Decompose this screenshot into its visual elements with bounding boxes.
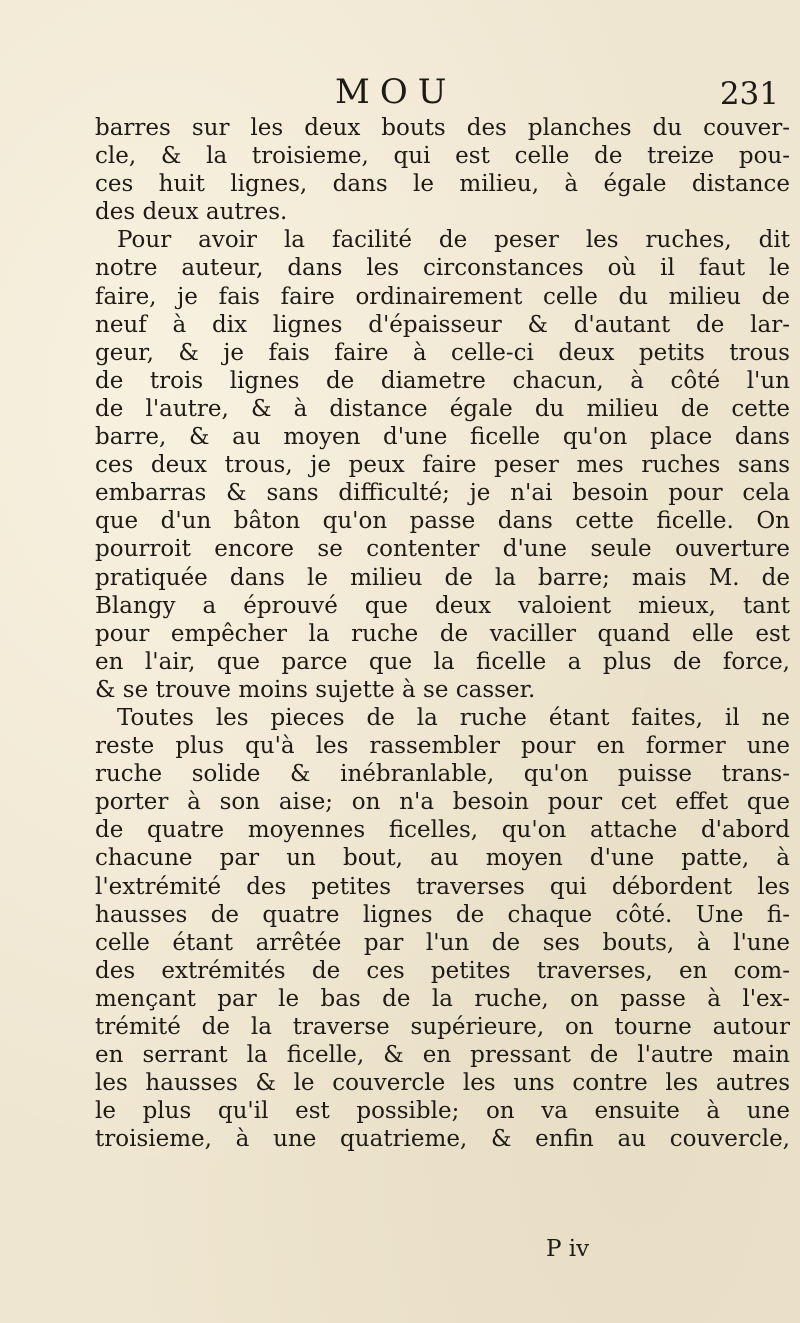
text-line: neuf à dix lignes d'épaisseur & d'autant de lar- [95, 311, 790, 338]
text-line: de trois lignes de diametre chacun, à côté l'un [95, 367, 790, 394]
text-line: ruche solide & inébranlable, qu'on puisse trans- [95, 761, 790, 788]
text-line: en l'air, que parce que la ficelle a plus de force, [95, 648, 790, 675]
text-line: mençant par le bas de la ruche, on passe à l'ex- [95, 985, 790, 1012]
text-line: de quatre moyennes ficelles, qu'on attache d'abord [95, 817, 790, 844]
text-line: geur, & je fais faire à celle-ci deux petits trous [95, 339, 790, 366]
text-line: troisieme, à une quatrieme, & enfin au couvercle, [95, 1126, 790, 1153]
text-line: ces huit lignes, dans le milieu, à égale distance [95, 171, 790, 198]
running-head: MOU [335, 72, 457, 112]
page-number: 231 [719, 76, 779, 112]
text-line: Blangy a éprouvé que deux valoient mieux, tant [95, 592, 790, 619]
text-line: l'extrémité des petites traverses qui débordent les [95, 873, 790, 900]
text-line: que d'un bâton qu'on passe dans cette ficelle. On [95, 508, 790, 535]
text-line: faire, je fais faire ordinairement celle du milieu de [95, 283, 790, 310]
body-text [95, 114, 790, 1153]
page-header [95, 70, 785, 114]
text-line: celle étant arrêtée par l'un de ses bouts, à l'une [95, 929, 790, 956]
text-line: les hausses & le couvercle les uns contre les autres [95, 1070, 790, 1097]
text-line: Toutes les pieces de la ruche étant faites, il ne [117, 704, 790, 731]
text-line: chacune par un bout, au moyen d'une patte, à [95, 845, 790, 872]
text-line: barre, & au moyen d'une ficelle qu'on place dans [95, 424, 790, 451]
text-line: porter à son aise; on n'a besoin pour cet effet que [95, 789, 790, 816]
text-line: cle, & la troisieme, qui est celle de treize pou- [95, 143, 790, 170]
text-line: de l'autre, & à distance égale du milieu de cette [95, 395, 790, 422]
signature-mark: P iv [546, 1236, 590, 1262]
text-line: notre auteur, dans les circonstances où il faut le [95, 255, 790, 282]
text-line: le plus qu'il est possible; on va ensuite à une [95, 1098, 790, 1125]
text-line: en serrant la ficelle, & en pressant de l'autre main [95, 1042, 790, 1069]
text-line: trémité de la traverse supérieure, on tourne autour [95, 1014, 790, 1040]
text-line: & se trouve moins sujette à se casser. [95, 676, 536, 703]
text-line: pour empêcher la ruche de vaciller quand elle est [95, 620, 790, 647]
text-line: pourroit encore se contenter d'une seule ouverture [95, 536, 790, 563]
text-line: ces deux trous, je peux faire peser mes ruches sans [95, 452, 790, 479]
text-line: reste plus qu'à les rassembler pour en former une [95, 733, 790, 760]
text-line: barres sur les deux bouts des planches du couver- [95, 115, 790, 141]
text-line: des deux autres. [95, 199, 288, 226]
text-line: des extrémités de ces petites traverses, en com- [95, 957, 790, 984]
text-line: pratiquée dans le milieu de la barre; mais M. de [95, 564, 790, 591]
text-line: embarras & sans difficulté; je n'ai besoin pour cela [95, 480, 790, 507]
text-line: Pour avoir la facilité de peser les ruches, dit [117, 227, 790, 254]
text-line: hausses de quatre lignes de chaque côté. Une fi- [95, 901, 790, 928]
